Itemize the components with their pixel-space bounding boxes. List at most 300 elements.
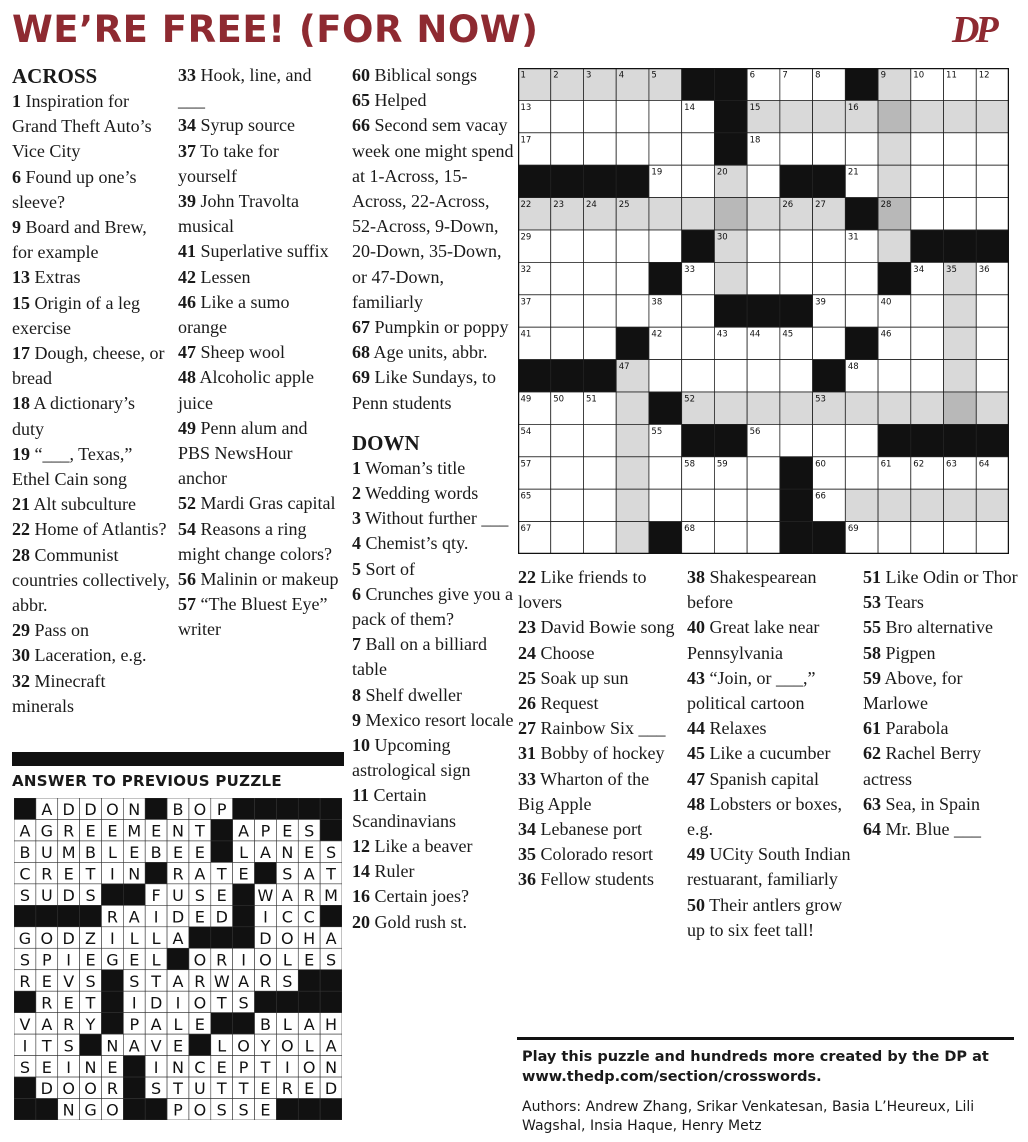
black-square xyxy=(714,68,747,100)
down-clue-63[interactable] xyxy=(863,792,1023,817)
clue-number: 13 xyxy=(12,267,30,288)
cell-number: 16 xyxy=(847,102,859,113)
cell-number: 67 xyxy=(520,524,532,535)
down-clue-40[interactable] xyxy=(687,615,855,665)
down-clue-50[interactable] xyxy=(687,893,855,943)
across-clue-69[interactable] xyxy=(352,365,514,415)
down-clue-48[interactable] xyxy=(687,792,855,842)
down-clue-14[interactable] xyxy=(352,859,514,884)
grid-cell[interactable] xyxy=(682,295,715,327)
grid-cell[interactable] xyxy=(583,522,616,554)
grid-cell[interactable] xyxy=(551,424,584,456)
grid-cell[interactable] xyxy=(911,522,944,554)
grid-cell[interactable] xyxy=(878,165,911,197)
clue-number: 60 xyxy=(352,65,370,85)
across-clue-33[interactable] xyxy=(178,63,340,113)
grid-cell[interactable] xyxy=(911,489,944,521)
grid-cell[interactable] xyxy=(682,489,715,521)
cell-number: 48 xyxy=(847,362,859,373)
grid-cell[interactable] xyxy=(551,457,584,489)
cell-number: 37 xyxy=(520,297,532,308)
grid-cell[interactable] xyxy=(813,262,846,294)
grid-cell[interactable] xyxy=(780,133,813,165)
cell-number: 65 xyxy=(520,491,532,502)
clue-text: Superlative suffix xyxy=(196,241,329,262)
clue-number: 32 xyxy=(12,670,30,691)
down-clue-27[interactable] xyxy=(518,716,678,741)
grid-cell[interactable] xyxy=(747,230,780,262)
grid-cell[interactable] xyxy=(551,100,584,132)
grid-cell[interactable] xyxy=(616,230,649,262)
grid-cell[interactable] xyxy=(682,327,715,359)
across-clue-13[interactable] xyxy=(12,265,170,290)
grid-cell[interactable] xyxy=(583,489,616,521)
cell-number: 18 xyxy=(749,135,761,146)
grid-cell[interactable] xyxy=(583,457,616,489)
grid-cell[interactable] xyxy=(583,133,616,165)
down-clue-64[interactable] xyxy=(863,817,1023,842)
answer-black-square xyxy=(101,884,123,905)
grid-cell[interactable] xyxy=(780,360,813,392)
grid-cell[interactable] xyxy=(714,522,747,554)
clue-number: 66 xyxy=(352,115,370,136)
down-clue-43[interactable] xyxy=(687,666,855,716)
clue-number: 44 xyxy=(687,718,705,739)
clue-number: 49 xyxy=(687,844,705,865)
across-clue-6[interactable] xyxy=(12,165,170,215)
grid-cell[interactable] xyxy=(583,230,616,262)
down-clue-24[interactable] xyxy=(518,641,678,666)
grid-cell[interactable] xyxy=(714,262,747,294)
across-clue-9[interactable] xyxy=(12,215,170,265)
clue-text: Alt subculture xyxy=(30,494,136,515)
grid-cell[interactable] xyxy=(780,100,813,132)
clue-text: Certain joes? xyxy=(370,886,469,907)
grid-cell[interactable] xyxy=(813,424,846,456)
across-clue-37[interactable] xyxy=(178,139,340,189)
clue-number: 21 xyxy=(12,494,30,515)
grid-cell[interactable] xyxy=(845,295,878,327)
black-square xyxy=(878,262,911,294)
black-square xyxy=(911,424,944,456)
black-square xyxy=(714,133,747,165)
grid-cell[interactable] xyxy=(944,198,977,230)
grid-cell[interactable] xyxy=(682,133,715,165)
answer-row: V A R Y P A L E B L A H xyxy=(19,1014,338,1034)
cell-number: 38 xyxy=(651,297,663,308)
cell-number: 51 xyxy=(585,394,597,405)
grid-cell[interactable] xyxy=(583,100,616,132)
clue-text: Biblical songs xyxy=(370,65,477,85)
grid-cell[interactable] xyxy=(649,489,682,521)
grid-cell[interactable] xyxy=(780,392,813,424)
answer-black-square xyxy=(14,1077,36,1098)
clue-text: Mardi Gras capital xyxy=(196,493,336,514)
grid-cell[interactable] xyxy=(747,360,780,392)
crossword-grid[interactable] xyxy=(518,68,1009,554)
clue-text: Woman’s title xyxy=(361,457,466,478)
grid-cell[interactable] xyxy=(911,165,944,197)
grid-cell[interactable] xyxy=(714,489,747,521)
grid-cell[interactable] xyxy=(682,198,715,230)
clue-number: 42 xyxy=(178,266,196,287)
grid-cell[interactable] xyxy=(583,327,616,359)
grid-cell[interactable] xyxy=(911,392,944,424)
grid-cell[interactable] xyxy=(944,100,977,132)
black-square xyxy=(518,165,551,197)
clue-text: Malinin or makeup xyxy=(196,569,339,590)
grid-cell[interactable] xyxy=(845,424,878,456)
clue-text: Gold rush st. xyxy=(370,911,468,932)
grid-cell[interactable] xyxy=(976,165,1009,197)
answer-row: R E T I D I O T S xyxy=(41,993,249,1013)
across-clue-67[interactable] xyxy=(352,315,514,340)
grid-cell[interactable] xyxy=(551,489,584,521)
grid-cell[interactable] xyxy=(649,198,682,230)
across-clue-52[interactable] xyxy=(178,491,340,516)
across-clue-29[interactable] xyxy=(12,618,170,643)
grid-cell[interactable] xyxy=(944,295,977,327)
cell-number: 13 xyxy=(520,102,532,113)
grid-cell[interactable] xyxy=(649,100,682,132)
down-clue-25[interactable] xyxy=(518,666,678,691)
clue-text: Rainbow Six ___ xyxy=(536,718,666,739)
grid-cell[interactable] xyxy=(911,327,944,359)
grid-cell[interactable] xyxy=(616,489,649,521)
across-clue-19[interactable] xyxy=(12,442,170,492)
clue-number: 7 xyxy=(352,634,361,655)
grid-cell[interactable] xyxy=(911,360,944,392)
grid-cell[interactable] xyxy=(845,262,878,294)
down-clue-34[interactable] xyxy=(518,817,678,842)
grid-cell[interactable] xyxy=(911,133,944,165)
down-clue-3[interactable] xyxy=(352,506,514,531)
down-clue-1[interactable] xyxy=(352,456,514,481)
across-clue-66[interactable] xyxy=(352,113,514,315)
grid-cell[interactable] xyxy=(616,100,649,132)
grid-cell[interactable] xyxy=(616,133,649,165)
clue-text: Relaxes xyxy=(705,718,767,739)
grid-cell[interactable] xyxy=(747,262,780,294)
grid-cell[interactable] xyxy=(878,392,911,424)
answer-black-square xyxy=(255,798,277,819)
black-square xyxy=(616,165,649,197)
grid-cell[interactable] xyxy=(551,262,584,294)
down-clue-5[interactable] xyxy=(352,557,514,582)
down-clue-8[interactable] xyxy=(352,683,514,708)
grid-cell[interactable] xyxy=(944,133,977,165)
clue-text: John Travolta musical xyxy=(178,191,300,237)
grid-cell[interactable] xyxy=(583,295,616,327)
answer-black-square xyxy=(211,819,233,840)
grid-cell[interactable] xyxy=(944,522,977,554)
across-clue-65[interactable] xyxy=(352,88,514,113)
down-clue-6[interactable] xyxy=(352,582,514,632)
clue-text: Their antlers grow up to six feet tall! xyxy=(687,894,843,940)
down-clue-47[interactable] xyxy=(687,767,855,792)
cell-number: 42 xyxy=(651,329,663,340)
down-clue-38[interactable] xyxy=(687,565,855,615)
clue-number: 33 xyxy=(518,768,536,789)
cell-number: 41 xyxy=(520,329,532,340)
clue-text: “___, Texas,” Ethel Cain song xyxy=(12,443,133,490)
grid-cell[interactable] xyxy=(976,327,1009,359)
grid-cell[interactable] xyxy=(551,133,584,165)
clue-number: 64 xyxy=(863,819,881,840)
down-clue-59[interactable] xyxy=(863,666,1023,716)
grid-cell[interactable] xyxy=(747,198,780,230)
down-clue-26[interactable] xyxy=(518,691,678,716)
down-clue-22[interactable] xyxy=(518,565,678,615)
clue-number: 8 xyxy=(352,684,361,705)
across-clue-17[interactable] xyxy=(12,341,170,391)
grid-cell[interactable] xyxy=(944,392,977,424)
grid-cell[interactable] xyxy=(616,522,649,554)
grid-cell[interactable] xyxy=(649,230,682,262)
clue-text: Colorado resort xyxy=(536,844,653,865)
answer-black-square xyxy=(276,991,298,1012)
across-clue-15[interactable] xyxy=(12,291,170,341)
answer-black-square xyxy=(145,1099,167,1120)
grid-cell[interactable] xyxy=(616,424,649,456)
cell-number: 57 xyxy=(520,459,532,470)
clue-text: Mexico resort locale xyxy=(361,709,514,730)
black-square xyxy=(911,230,944,262)
down-clue-4[interactable] xyxy=(352,531,514,556)
down-clue-49[interactable] xyxy=(687,842,855,892)
grid-cell[interactable] xyxy=(911,295,944,327)
grid-cell[interactable] xyxy=(649,457,682,489)
grid-cell[interactable] xyxy=(878,522,911,554)
clue-number: 48 xyxy=(178,367,196,388)
clue-number: 54 xyxy=(178,518,196,539)
grid-cell[interactable] xyxy=(878,133,911,165)
grid-cell[interactable] xyxy=(976,198,1009,230)
grid-cell[interactable] xyxy=(845,489,878,521)
down-clue-10[interactable] xyxy=(352,733,514,783)
down-clue-55[interactable] xyxy=(863,615,1023,640)
down-clue-62[interactable] xyxy=(863,741,1023,791)
cell-number: 4 xyxy=(618,70,625,81)
clue-number: 40 xyxy=(687,617,705,638)
across-clue-68[interactable] xyxy=(352,340,514,365)
grid-cell[interactable] xyxy=(747,489,780,521)
across-clue-57[interactable] xyxy=(178,592,340,642)
grid-cell[interactable] xyxy=(944,489,977,521)
clue-text: Like friends to lovers xyxy=(518,567,647,613)
answer-black-square xyxy=(167,948,189,969)
grid-cell[interactable] xyxy=(780,424,813,456)
cell-number: 56 xyxy=(749,426,761,437)
down-clue-31[interactable] xyxy=(518,741,678,766)
grid-cell[interactable] xyxy=(616,295,649,327)
down-clue-36[interactable] xyxy=(518,867,678,892)
across-clue-21[interactable] xyxy=(12,492,170,517)
across-clue-42[interactable] xyxy=(178,265,340,290)
clue-number: 34 xyxy=(518,819,536,840)
down-clue-16[interactable] xyxy=(352,884,514,909)
answer-row: A D D O N B O P xyxy=(41,800,227,820)
answer-black-square xyxy=(233,798,255,819)
black-square xyxy=(616,327,649,359)
answer-black-square xyxy=(145,862,167,883)
grid-cell[interactable] xyxy=(747,392,780,424)
grid-cell[interactable] xyxy=(649,133,682,165)
grid-cell[interactable] xyxy=(911,100,944,132)
black-square xyxy=(813,360,846,392)
down-clue-35[interactable] xyxy=(518,842,678,867)
clue-number: 35 xyxy=(518,844,536,865)
down-clue-23[interactable] xyxy=(518,615,678,640)
answer-row: I T S N A V E L O Y O L A xyxy=(22,1036,337,1056)
across-clue-60[interactable] xyxy=(352,63,514,88)
grid-cell[interactable] xyxy=(878,230,911,262)
clue-text: Ruler xyxy=(370,861,415,882)
across-clue-49[interactable] xyxy=(178,416,340,492)
grid-cell[interactable] xyxy=(551,327,584,359)
grid-cell[interactable] xyxy=(944,360,977,392)
grid-cell[interactable] xyxy=(682,165,715,197)
grid-cell[interactable] xyxy=(976,522,1009,554)
clue-number: 12 xyxy=(352,835,370,856)
answer-black-square xyxy=(58,905,80,926)
down-clue-58[interactable] xyxy=(863,641,1023,666)
answer-row: S E I N E I N C E P T I O N xyxy=(19,1057,338,1077)
across-clue-28[interactable] xyxy=(12,543,170,619)
grid-cell[interactable] xyxy=(813,133,846,165)
clue-text: Pigpen xyxy=(881,642,936,663)
grid-cell[interactable] xyxy=(747,522,780,554)
across-clue-18[interactable] xyxy=(12,391,170,441)
grid-cell[interactable] xyxy=(714,360,747,392)
across-clue-30[interactable] xyxy=(12,643,170,668)
clue-text: Hook, line, and ___ xyxy=(178,65,312,111)
across-clue-34[interactable] xyxy=(178,113,340,138)
grid-cell[interactable] xyxy=(976,295,1009,327)
down-clue-11[interactable] xyxy=(352,783,514,833)
grid-cell[interactable] xyxy=(813,327,846,359)
grid-cell[interactable] xyxy=(780,230,813,262)
grid-cell[interactable] xyxy=(551,522,584,554)
down-clue-51[interactable] xyxy=(863,565,1023,590)
clue-text: Laceration, e.g. xyxy=(30,645,147,666)
down-clue-33[interactable] xyxy=(518,767,678,817)
grid-cell[interactable] xyxy=(878,489,911,521)
across-clue-46[interactable] xyxy=(178,290,340,340)
grid-cell[interactable] xyxy=(747,457,780,489)
down-clue-9[interactable] xyxy=(352,708,514,733)
answer-black-square xyxy=(255,862,277,883)
grid-cell[interactable] xyxy=(616,392,649,424)
grid-cell[interactable] xyxy=(976,360,1009,392)
clue-number: 27 xyxy=(518,718,536,739)
across-clue-47[interactable] xyxy=(178,340,340,365)
clue-number: 2 xyxy=(352,483,361,504)
grid-cell[interactable] xyxy=(944,327,977,359)
clue-number: 10 xyxy=(352,735,370,756)
grid-cell[interactable] xyxy=(551,230,584,262)
answer-black-square xyxy=(211,841,233,862)
cell-number: 11 xyxy=(946,70,957,81)
clue-text: Penn alum and PBS NewsHour anchor xyxy=(178,417,308,489)
clue-number: 68 xyxy=(352,342,370,363)
black-square xyxy=(845,327,878,359)
grid-cell[interactable] xyxy=(845,133,878,165)
across-clue-39[interactable] xyxy=(178,189,340,239)
cell-number: 36 xyxy=(978,264,990,275)
clue-text: Chemist’s qty. xyxy=(361,533,469,554)
grid-cell[interactable] xyxy=(714,392,747,424)
across-clue-32[interactable] xyxy=(12,669,170,719)
grid-cell[interactable] xyxy=(845,457,878,489)
clue-number: 17 xyxy=(12,343,30,364)
grid-cell[interactable] xyxy=(878,360,911,392)
cell-number: 52 xyxy=(684,394,695,405)
grid-cell[interactable] xyxy=(813,100,846,132)
clue-number: 55 xyxy=(863,617,881,638)
down-clue-2[interactable] xyxy=(352,481,514,506)
down-clue-61[interactable] xyxy=(863,716,1023,741)
grid-cell[interactable] xyxy=(682,360,715,392)
grid-cell[interactable] xyxy=(813,230,846,262)
grid-cell[interactable] xyxy=(747,165,780,197)
grid-cell[interactable] xyxy=(911,198,944,230)
clue-number: 6 xyxy=(12,166,21,187)
cell-number: 39 xyxy=(815,297,826,308)
cell-number: 63 xyxy=(946,459,957,470)
grid-cell[interactable] xyxy=(583,424,616,456)
across-clue-22[interactable] xyxy=(12,517,170,542)
answer-black-square xyxy=(123,1099,145,1120)
grid-cell[interactable] xyxy=(616,457,649,489)
down-clue-45[interactable] xyxy=(687,741,855,766)
clue-number: 24 xyxy=(518,642,536,663)
down-column-2 xyxy=(518,565,678,893)
cell-number: 34 xyxy=(913,264,925,275)
cell-number: 22 xyxy=(520,200,532,211)
grid-cell[interactable] xyxy=(878,100,911,132)
grid-cell[interactable] xyxy=(976,489,1009,521)
grid-cell[interactable] xyxy=(944,165,977,197)
grid-cell[interactable] xyxy=(976,133,1009,165)
across-clue-56[interactable] xyxy=(178,567,340,592)
across-clue-1[interactable] xyxy=(12,89,170,165)
across-clue-48[interactable] xyxy=(178,365,340,415)
grid-cell[interactable] xyxy=(845,392,878,424)
down-clue-44[interactable] xyxy=(687,716,855,741)
across-clue-41[interactable] xyxy=(178,239,340,264)
grid-cell[interactable] xyxy=(583,262,616,294)
clue-number: 11 xyxy=(352,785,370,806)
play-text: Play this puzzle and hundreds more created by the DP at www.thedp.com/section/crosswords. xyxy=(522,1049,989,1085)
grid-cell[interactable] xyxy=(714,198,747,230)
grid-cell[interactable] xyxy=(780,262,813,294)
answer-row: R E V S S T A R W A R S xyxy=(19,971,293,991)
down-clue-53[interactable] xyxy=(863,590,1023,615)
grid-cell[interactable] xyxy=(976,392,1009,424)
down-clue-12[interactable] xyxy=(352,834,514,859)
clue-number: 29 xyxy=(12,620,30,641)
down-clue-7[interactable] xyxy=(352,632,514,682)
grid-cell[interactable] xyxy=(649,360,682,392)
answer-black-square xyxy=(255,991,277,1012)
grid-cell[interactable] xyxy=(616,262,649,294)
grid-cell[interactable] xyxy=(551,295,584,327)
grid-cell[interactable] xyxy=(976,100,1009,132)
across-clue-54[interactable] xyxy=(178,517,340,567)
down-clue-20[interactable] xyxy=(352,910,514,935)
clue-number: 59 xyxy=(863,667,881,688)
